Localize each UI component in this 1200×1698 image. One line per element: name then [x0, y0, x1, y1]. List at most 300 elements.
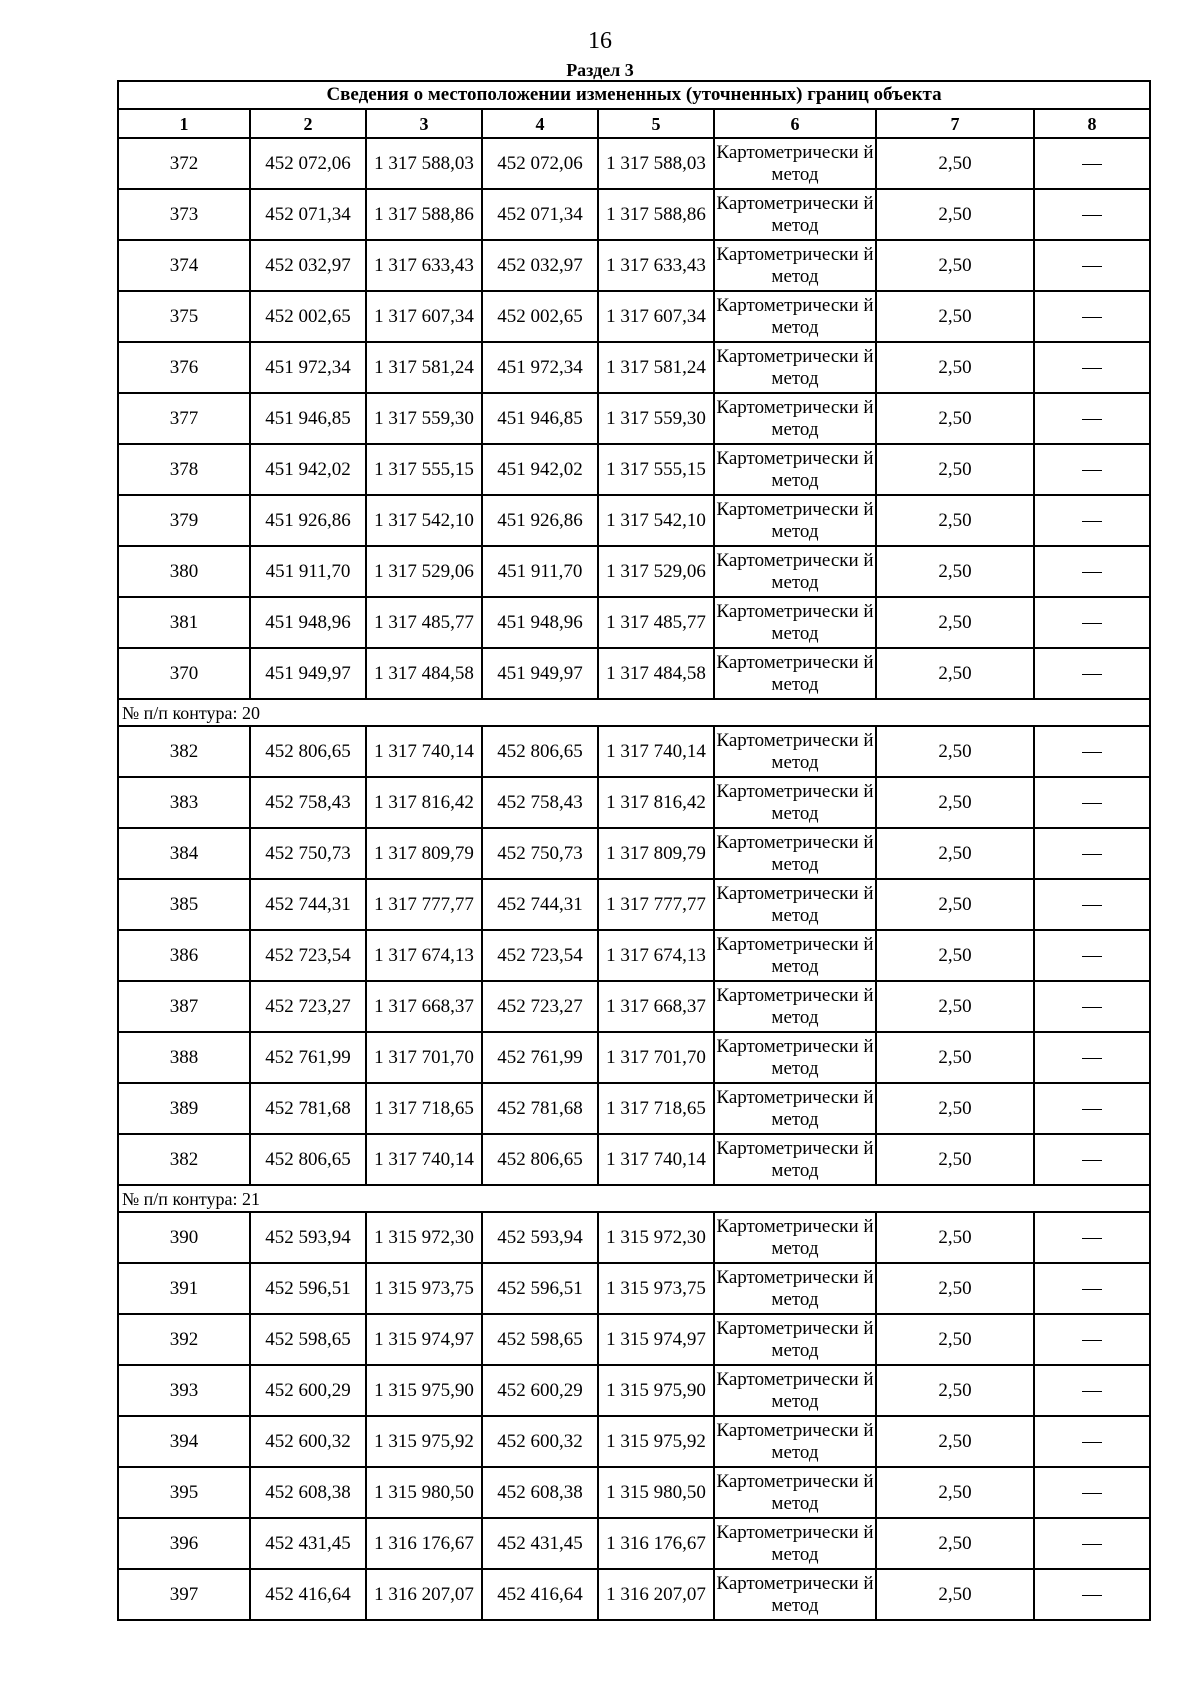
note-cell	[1034, 189, 1150, 240]
x-coordinate-cell: 452 032,97	[250, 240, 366, 291]
accuracy-cell: 2,50	[876, 726, 1034, 777]
dash-mark	[1082, 956, 1102, 957]
dash-mark	[1082, 266, 1102, 267]
dash-mark	[1082, 752, 1102, 753]
dash-mark	[1082, 674, 1102, 675]
table-row	[118, 879, 1150, 930]
point-number-cell: 372	[118, 138, 250, 189]
table-row	[118, 1467, 1150, 1518]
table-row	[118, 1416, 1150, 1467]
method-cell: Картометрически й метод	[714, 291, 876, 342]
dash-mark	[1082, 317, 1102, 318]
table-row	[118, 1212, 1150, 1263]
table-row	[118, 495, 1150, 546]
method-cell: Картометрически й метод	[714, 495, 876, 546]
y-coordinate-cell: 1 317 777,77	[366, 879, 482, 930]
y-new-coordinate-cell: 1 317 607,34	[598, 291, 714, 342]
accuracy-cell: 2,50	[876, 495, 1034, 546]
y-coordinate-cell: 1 316 176,67	[366, 1518, 482, 1569]
point-number-cell: 382	[118, 1134, 250, 1185]
method-cell: Картометрически й метод	[714, 1416, 876, 1467]
accuracy-cell: 2,50	[876, 444, 1034, 495]
y-new-coordinate-cell: 1 317 816,42	[598, 777, 714, 828]
x-new-coordinate-cell: 452 781,68	[482, 1083, 598, 1134]
accuracy-cell: 2,50	[876, 240, 1034, 291]
accuracy-cell: 2,50	[876, 1083, 1034, 1134]
table-row	[118, 828, 1150, 879]
note-cell	[1034, 138, 1150, 189]
y-coordinate-cell: 1 315 972,30	[366, 1212, 482, 1263]
y-new-coordinate-cell: 1 317 542,10	[598, 495, 714, 546]
y-new-coordinate-cell: 1 315 973,75	[598, 1263, 714, 1314]
dash-mark	[1082, 419, 1102, 420]
table-row	[118, 648, 1150, 699]
y-new-coordinate-cell: 1 316 176,67	[598, 1518, 714, 1569]
y-new-coordinate-cell: 1 315 974,97	[598, 1314, 714, 1365]
x-coordinate-cell: 452 761,99	[250, 1032, 366, 1083]
method-cell: Картометрически й метод	[714, 1365, 876, 1416]
dash-mark	[1082, 1058, 1102, 1059]
note-cell	[1034, 444, 1150, 495]
table-row	[118, 777, 1150, 828]
x-coordinate-cell: 452 416,64	[250, 1569, 366, 1620]
y-new-coordinate-cell: 1 317 701,70	[598, 1032, 714, 1083]
note-cell	[1034, 1212, 1150, 1263]
x-coordinate-cell: 452 600,29	[250, 1365, 366, 1416]
column-header: 7	[876, 109, 1034, 138]
y-coordinate-cell: 1 317 542,10	[366, 495, 482, 546]
table-row	[118, 444, 1150, 495]
x-new-coordinate-cell: 451 942,02	[482, 444, 598, 495]
table-row	[118, 726, 1150, 777]
y-coordinate-cell: 1 315 973,75	[366, 1263, 482, 1314]
y-new-coordinate-cell: 1 315 975,92	[598, 1416, 714, 1467]
y-coordinate-cell: 1 315 975,92	[366, 1416, 482, 1467]
y-new-coordinate-cell: 1 317 718,65	[598, 1083, 714, 1134]
point-number-cell: 374	[118, 240, 250, 291]
x-new-coordinate-cell: 452 431,45	[482, 1518, 598, 1569]
x-new-coordinate-cell: 452 723,27	[482, 981, 598, 1032]
accuracy-cell: 2,50	[876, 777, 1034, 828]
x-coordinate-cell: 451 972,34	[250, 342, 366, 393]
method-cell: Картометрически й метод	[714, 1263, 876, 1314]
note-cell	[1034, 342, 1150, 393]
y-new-coordinate-cell: 1 315 980,50	[598, 1467, 714, 1518]
contour-row	[118, 699, 1150, 726]
y-new-coordinate-cell: 1 317 674,13	[598, 930, 714, 981]
dash-mark	[1082, 215, 1102, 216]
accuracy-cell: 2,50	[876, 1212, 1034, 1263]
x-coordinate-cell: 452 750,73	[250, 828, 366, 879]
x-new-coordinate-cell: 452 806,65	[482, 726, 598, 777]
note-cell	[1034, 291, 1150, 342]
method-cell: Картометрически й метод	[714, 726, 876, 777]
method-cell: Картометрически й метод	[714, 981, 876, 1032]
accuracy-cell: 2,50	[876, 981, 1034, 1032]
table-row	[118, 240, 1150, 291]
table-row	[118, 1083, 1150, 1134]
y-coordinate-cell: 1 317 588,03	[366, 138, 482, 189]
point-number-cell: 378	[118, 444, 250, 495]
point-number-cell: 376	[118, 342, 250, 393]
point-number-cell: 382	[118, 726, 250, 777]
note-cell	[1034, 1365, 1150, 1416]
method-cell: Картометрически й метод	[714, 189, 876, 240]
x-coordinate-cell: 451 911,70	[250, 546, 366, 597]
point-number-cell: 387	[118, 981, 250, 1032]
accuracy-cell: 2,50	[876, 1569, 1034, 1620]
table-row	[118, 393, 1150, 444]
y-new-coordinate-cell: 1 317 484,58	[598, 648, 714, 699]
point-number-cell: 383	[118, 777, 250, 828]
table-row	[118, 597, 1150, 648]
dash-mark	[1082, 1493, 1102, 1494]
x-new-coordinate-cell: 451 948,96	[482, 597, 598, 648]
accuracy-cell: 2,50	[876, 1263, 1034, 1314]
y-coordinate-cell: 1 317 633,43	[366, 240, 482, 291]
x-new-coordinate-cell: 452 002,65	[482, 291, 598, 342]
note-cell	[1034, 1467, 1150, 1518]
y-coordinate-cell: 1 317 607,34	[366, 291, 482, 342]
table-row	[118, 1314, 1150, 1365]
x-new-coordinate-cell: 451 926,86	[482, 495, 598, 546]
note-cell	[1034, 1083, 1150, 1134]
x-coordinate-cell: 451 926,86	[250, 495, 366, 546]
x-new-coordinate-cell: 452 608,38	[482, 1467, 598, 1518]
x-coordinate-cell: 452 593,94	[250, 1212, 366, 1263]
contour-number: 21	[242, 1188, 261, 1209]
table-row	[118, 546, 1150, 597]
y-new-coordinate-cell: 1 317 581,24	[598, 342, 714, 393]
dash-mark	[1082, 1109, 1102, 1110]
x-coordinate-cell: 452 002,65	[250, 291, 366, 342]
note-cell	[1034, 546, 1150, 597]
accuracy-cell: 2,50	[876, 1134, 1034, 1185]
accuracy-cell: 2,50	[876, 1416, 1034, 1467]
note-cell	[1034, 1032, 1150, 1083]
accuracy-cell: 2,50	[876, 138, 1034, 189]
contour-label	[118, 699, 1150, 726]
section-title: Раздел 3	[566, 60, 634, 80]
method-cell: Картометрически й метод	[714, 930, 876, 981]
point-number-cell: 395	[118, 1467, 250, 1518]
note-cell	[1034, 648, 1150, 699]
y-coordinate-cell: 1 317 588,86	[366, 189, 482, 240]
x-coordinate-cell: 452 071,34	[250, 189, 366, 240]
accuracy-cell: 2,50	[876, 1365, 1034, 1416]
y-new-coordinate-cell: 1 317 668,37	[598, 981, 714, 1032]
point-number-cell: 394	[118, 1416, 250, 1467]
contour-row	[118, 1185, 1150, 1212]
point-number-cell: 396	[118, 1518, 250, 1569]
accuracy-cell: 2,50	[876, 291, 1034, 342]
x-new-coordinate-cell: 452 596,51	[482, 1263, 598, 1314]
note-cell	[1034, 1518, 1150, 1569]
y-new-coordinate-cell: 1 317 588,86	[598, 189, 714, 240]
dash-mark	[1082, 1160, 1102, 1161]
y-coordinate-cell: 1 317 555,15	[366, 444, 482, 495]
note-cell	[1034, 930, 1150, 981]
table-row	[118, 981, 1150, 1032]
table-row	[118, 1263, 1150, 1314]
accuracy-cell: 2,50	[876, 189, 1034, 240]
y-new-coordinate-cell: 1 317 740,14	[598, 726, 714, 777]
y-coordinate-cell: 1 317 701,70	[366, 1032, 482, 1083]
dash-mark	[1082, 1289, 1102, 1290]
x-coordinate-cell: 452 608,38	[250, 1467, 366, 1518]
y-new-coordinate-cell: 1 315 975,90	[598, 1365, 714, 1416]
accuracy-cell: 2,50	[876, 597, 1034, 648]
x-new-coordinate-cell: 451 972,34	[482, 342, 598, 393]
table-row	[118, 291, 1150, 342]
y-new-coordinate-cell: 1 317 740,14	[598, 1134, 714, 1185]
note-cell	[1034, 879, 1150, 930]
x-coordinate-cell: 451 949,97	[250, 648, 366, 699]
x-new-coordinate-cell: 452 598,65	[482, 1314, 598, 1365]
dash-mark	[1082, 623, 1102, 624]
x-coordinate-cell: 452 723,54	[250, 930, 366, 981]
x-coordinate-cell: 452 781,68	[250, 1083, 366, 1134]
y-new-coordinate-cell: 1 317 555,15	[598, 444, 714, 495]
accuracy-cell: 2,50	[876, 1032, 1034, 1083]
point-number-cell: 379	[118, 495, 250, 546]
y-new-coordinate-cell: 1 317 485,77	[598, 597, 714, 648]
y-coordinate-cell: 1 316 207,07	[366, 1569, 482, 1620]
x-coordinate-cell: 451 946,85	[250, 393, 366, 444]
dash-mark	[1082, 470, 1102, 471]
y-new-coordinate-cell: 1 317 588,03	[598, 138, 714, 189]
x-new-coordinate-cell: 452 744,31	[482, 879, 598, 930]
y-coordinate-cell: 1 317 816,42	[366, 777, 482, 828]
x-coordinate-cell: 452 758,43	[250, 777, 366, 828]
method-cell: Картометрически й метод	[714, 1032, 876, 1083]
dash-mark	[1082, 905, 1102, 906]
table-row	[118, 138, 1150, 189]
y-new-coordinate-cell: 1 317 529,06	[598, 546, 714, 597]
x-coordinate-cell: 452 596,51	[250, 1263, 366, 1314]
dash-mark	[1082, 1544, 1102, 1545]
x-coordinate-cell: 452 806,65	[250, 726, 366, 777]
accuracy-cell: 2,50	[876, 546, 1034, 597]
point-number-cell: 388	[118, 1032, 250, 1083]
y-coordinate-cell: 1 317 581,24	[366, 342, 482, 393]
column-header: 4	[482, 109, 598, 138]
method-cell: Картометрически й метод	[714, 1083, 876, 1134]
x-new-coordinate-cell: 452 032,97	[482, 240, 598, 291]
method-cell: Картометрически й метод	[714, 138, 876, 189]
method-cell: Картометрически й метод	[714, 393, 876, 444]
note-cell	[1034, 1569, 1150, 1620]
x-coordinate-cell: 452 072,06	[250, 138, 366, 189]
y-coordinate-cell: 1 317 674,13	[366, 930, 482, 981]
y-coordinate-cell: 1 315 974,97	[366, 1314, 482, 1365]
table-row	[118, 930, 1150, 981]
note-cell	[1034, 1416, 1150, 1467]
accuracy-cell: 2,50	[876, 1518, 1034, 1569]
y-coordinate-cell: 1 317 668,37	[366, 981, 482, 1032]
dash-mark	[1082, 1340, 1102, 1341]
dash-mark	[1082, 1238, 1102, 1239]
table-row	[118, 1365, 1150, 1416]
method-cell: Картометрически й метод	[714, 597, 876, 648]
note-cell	[1034, 828, 1150, 879]
point-number-cell: 373	[118, 189, 250, 240]
y-coordinate-cell: 1 317 718,65	[366, 1083, 482, 1134]
table-row	[118, 189, 1150, 240]
accuracy-cell: 2,50	[876, 393, 1034, 444]
column-header: 2	[250, 109, 366, 138]
contour-number: 20	[242, 702, 261, 723]
dash-mark	[1082, 1442, 1102, 1443]
point-number-cell: 391	[118, 1263, 250, 1314]
x-new-coordinate-cell: 452 761,99	[482, 1032, 598, 1083]
note-cell	[1034, 240, 1150, 291]
contour-prefix: № п/п контура:	[122, 1188, 243, 1209]
x-coordinate-cell: 452 600,32	[250, 1416, 366, 1467]
point-number-cell: 377	[118, 393, 250, 444]
note-cell	[1034, 1134, 1150, 1185]
method-cell: Картометрически й метод	[714, 1467, 876, 1518]
note-cell	[1034, 393, 1150, 444]
accuracy-cell: 2,50	[876, 1467, 1034, 1518]
dash-mark	[1082, 854, 1102, 855]
y-new-coordinate-cell: 1 317 809,79	[598, 828, 714, 879]
y-coordinate-cell: 1 317 809,79	[366, 828, 482, 879]
column-header: 6	[714, 109, 876, 138]
note-cell	[1034, 777, 1150, 828]
x-new-coordinate-cell: 452 593,94	[482, 1212, 598, 1263]
y-new-coordinate-cell: 1 317 777,77	[598, 879, 714, 930]
method-cell: Картометрически й метод	[714, 1212, 876, 1263]
table-row	[118, 1569, 1150, 1620]
y-new-coordinate-cell: 1 316 207,07	[598, 1569, 714, 1620]
x-new-coordinate-cell: 451 946,85	[482, 393, 598, 444]
dash-mark	[1082, 1391, 1102, 1392]
method-cell: Картометрически й метод	[714, 240, 876, 291]
column-header: 1	[118, 109, 250, 138]
note-cell	[1034, 981, 1150, 1032]
method-cell: Картометрически й метод	[714, 342, 876, 393]
x-new-coordinate-cell: 451 911,70	[482, 546, 598, 597]
column-header: 3	[366, 109, 482, 138]
table-caption: Сведения о местоположении измененных (уточненных) границ объекта	[118, 81, 1150, 109]
accuracy-cell: 2,50	[876, 828, 1034, 879]
method-cell: Картометрически й метод	[714, 1134, 876, 1185]
accuracy-cell: 2,50	[876, 648, 1034, 699]
x-coordinate-cell: 452 744,31	[250, 879, 366, 930]
note-cell	[1034, 1314, 1150, 1365]
dash-mark	[1082, 572, 1102, 573]
point-number-cell: 390	[118, 1212, 250, 1263]
y-new-coordinate-cell: 1 315 972,30	[598, 1212, 714, 1263]
x-new-coordinate-cell: 452 723,54	[482, 930, 598, 981]
accuracy-cell: 2,50	[876, 342, 1034, 393]
note-cell	[1034, 726, 1150, 777]
x-new-coordinate-cell: 452 072,06	[482, 138, 598, 189]
point-number-cell: 389	[118, 1083, 250, 1134]
x-new-coordinate-cell: 452 416,64	[482, 1569, 598, 1620]
x-new-coordinate-cell: 452 600,32	[482, 1416, 598, 1467]
method-cell: Картометрически й метод	[714, 648, 876, 699]
table-body	[118, 138, 1150, 1620]
x-coordinate-cell: 452 723,27	[250, 981, 366, 1032]
y-coordinate-cell: 1 317 485,77	[366, 597, 482, 648]
y-coordinate-cell: 1 317 740,14	[366, 1134, 482, 1185]
method-cell: Картометрически й метод	[714, 828, 876, 879]
y-new-coordinate-cell: 1 317 633,43	[598, 240, 714, 291]
method-cell: Картометрически й метод	[714, 879, 876, 930]
accuracy-cell: 2,50	[876, 879, 1034, 930]
method-cell: Картометрически й метод	[714, 546, 876, 597]
y-coordinate-cell: 1 317 740,14	[366, 726, 482, 777]
point-number-cell: 381	[118, 597, 250, 648]
y-coordinate-cell: 1 315 975,90	[366, 1365, 482, 1416]
column-header: 5	[598, 109, 714, 138]
dash-mark	[1082, 521, 1102, 522]
coordinates-table	[117, 80, 1151, 1621]
table-row	[118, 342, 1150, 393]
note-cell	[1034, 597, 1150, 648]
y-coordinate-cell: 1 317 559,30	[366, 393, 482, 444]
x-new-coordinate-cell: 452 806,65	[482, 1134, 598, 1185]
dash-mark	[1082, 368, 1102, 369]
x-new-coordinate-cell: 452 750,73	[482, 828, 598, 879]
point-number-cell: 393	[118, 1365, 250, 1416]
point-number-cell: 392	[118, 1314, 250, 1365]
note-cell	[1034, 1263, 1150, 1314]
x-new-coordinate-cell: 452 071,34	[482, 189, 598, 240]
point-number-cell: 386	[118, 930, 250, 981]
point-number-cell: 380	[118, 546, 250, 597]
method-cell: Картометрически й метод	[714, 1314, 876, 1365]
accuracy-cell: 2,50	[876, 930, 1034, 981]
x-coordinate-cell: 452 431,45	[250, 1518, 366, 1569]
page-number: 16	[588, 28, 612, 54]
accuracy-cell: 2,50	[876, 1314, 1034, 1365]
y-coordinate-cell: 1 315 980,50	[366, 1467, 482, 1518]
note-cell	[1034, 495, 1150, 546]
table-row	[118, 1134, 1150, 1185]
contour-label	[118, 1185, 1150, 1212]
method-cell: Картометрически й метод	[714, 1569, 876, 1620]
column-header: 8	[1034, 109, 1150, 138]
contour-prefix: № п/п контура:	[122, 702, 243, 723]
x-new-coordinate-cell: 452 600,29	[482, 1365, 598, 1416]
point-number-cell: 370	[118, 648, 250, 699]
y-coordinate-cell: 1 317 529,06	[366, 546, 482, 597]
x-new-coordinate-cell: 452 758,43	[482, 777, 598, 828]
y-coordinate-cell: 1 317 484,58	[366, 648, 482, 699]
y-new-coordinate-cell: 1 317 559,30	[598, 393, 714, 444]
column-header-row	[118, 109, 1150, 138]
table-row	[118, 1518, 1150, 1569]
point-number-cell: 375	[118, 291, 250, 342]
x-coordinate-cell: 452 806,65	[250, 1134, 366, 1185]
table-row	[118, 1032, 1150, 1083]
method-cell: Картометрически й метод	[714, 1518, 876, 1569]
point-number-cell: 397	[118, 1569, 250, 1620]
x-new-coordinate-cell: 451 949,97	[482, 648, 598, 699]
dash-mark	[1082, 803, 1102, 804]
x-coordinate-cell: 451 942,02	[250, 444, 366, 495]
method-cell: Картометрически й метод	[714, 777, 876, 828]
method-cell: Картометрически й метод	[714, 444, 876, 495]
point-number-cell: 385	[118, 879, 250, 930]
dash-mark	[1082, 1595, 1102, 1596]
point-number-cell: 384	[118, 828, 250, 879]
x-coordinate-cell: 452 598,65	[250, 1314, 366, 1365]
dash-mark	[1082, 1007, 1102, 1008]
